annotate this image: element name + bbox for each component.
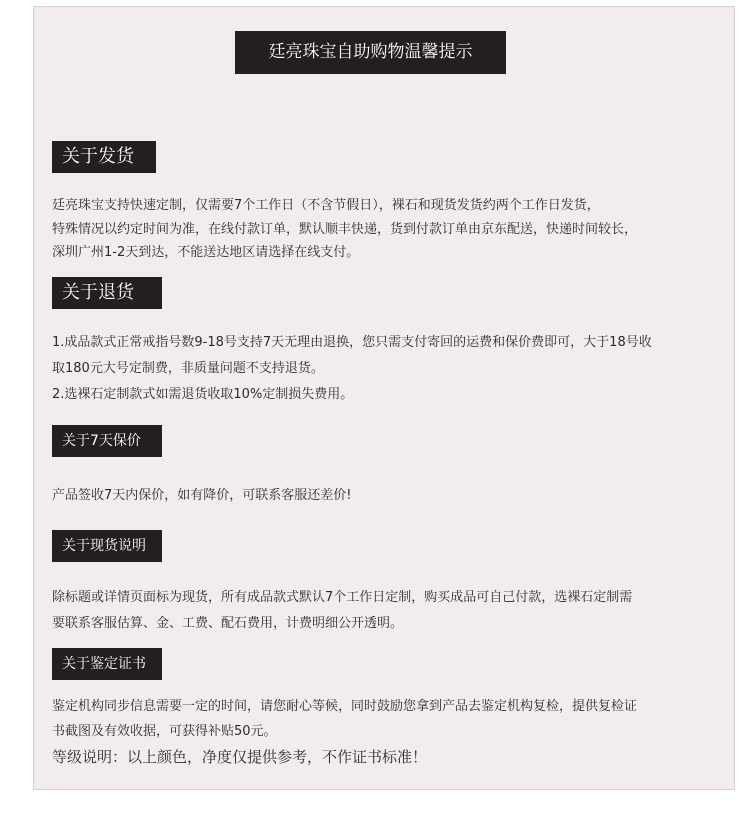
certificate-line-1: 鉴定机构同步信息需要一定的时间，请您耐心等候，同时鼓励您拿到产品去鉴定机构复检，提供复检证: [52, 699, 638, 714]
in-stock-line-1: 除标题或详情页面标为现货，所有成品款式默认7个工作日定制，购买成品可自己付款，选裸石定制需: [52, 590, 633, 605]
page-title: 廷亮珠宝自助购物温馨提示: [235, 31, 506, 74]
shipping-line-3: 深圳广州1-2天到达，不能送达地区请选择在线支付。: [52, 245, 360, 260]
shipping-line-1: 廷亮珠宝支持快速定制，仅需要7个工作日（不含节假日），裸石和现货发货约两个工作日发货，: [52, 198, 600, 213]
shipping-line-2: 特殊情况以约定时间为准，在线付款订单，默认顺丰快递，货到付款订单由京东配送，快递时间较长，: [52, 222, 638, 237]
returns-line-3: 2.选裸石定制款式如需退货收取10%定制损失费用。: [52, 387, 354, 402]
returns-line-1: 1.成品款式正常戒指号数9-18号支持7天无理由退换，您只需支付寄回的运费和保价费即可，大于18号收: [52, 335, 652, 350]
section-heading-certificate: 关于鉴定证书: [52, 648, 162, 680]
in-stock-line-2: 要联系客服估算、金、工费、配石费用，计费明细公开透明。: [52, 616, 404, 631]
section-heading-shipping: 关于发货: [52, 141, 156, 173]
price-protection-line-1: 产品签收7天内保价，如有降价，可联系客服还差价!: [52, 488, 352, 503]
returns-line-2: 取180元大号定制费，非质量问题不支持退货。: [52, 361, 324, 376]
section-heading-returns: 关于退货: [52, 277, 162, 309]
section-heading-in-stock: 关于现货说明: [52, 530, 162, 562]
grade-note: 等级说明：以上颜色，净度仅提供参考，不作证书标准！: [52, 748, 428, 766]
section-heading-price-protection: 关于7天保价: [52, 425, 162, 457]
certificate-line-2: 书截图及有效收据，可获得补贴50元。: [52, 724, 277, 739]
